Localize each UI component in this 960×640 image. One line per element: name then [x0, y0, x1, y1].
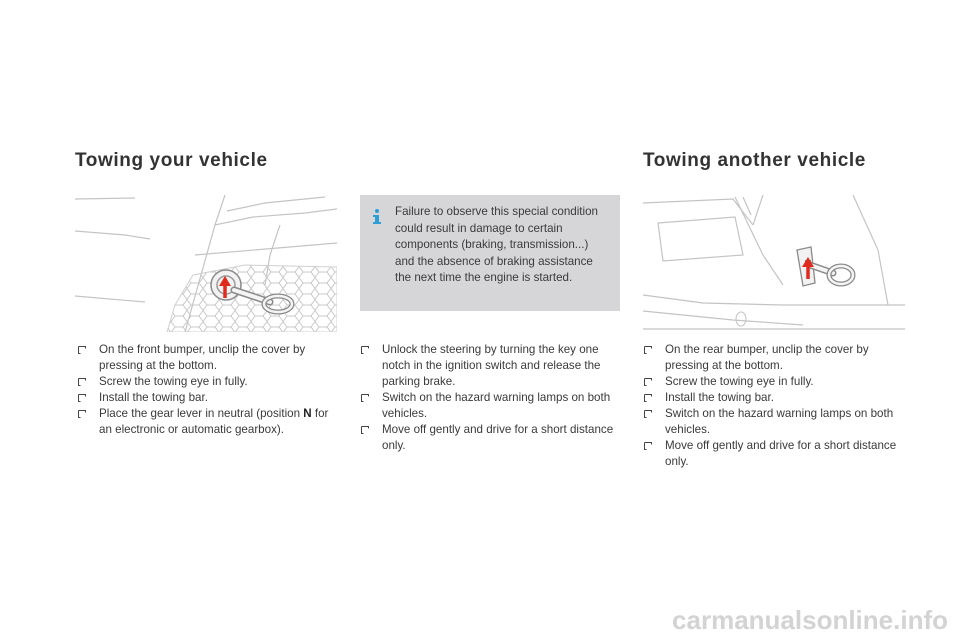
info-icon [369, 208, 385, 224]
checkbox-bullet-icon [644, 410, 652, 418]
note-text: Failure to observe this special condition could result in damage to certain components (braking, transmission...) and the absence of braking assistance the next time the engine is started. [395, 205, 598, 284]
towing-procedure-steps [361, 342, 623, 454]
checkbox-bullet-icon [78, 410, 86, 418]
list-item [361, 390, 623, 422]
rear-bumper-towing-eye-illustration [643, 195, 905, 332]
list-item [644, 390, 906, 406]
checkbox-bullet-icon [644, 346, 652, 354]
list-item [644, 438, 906, 470]
towing-another-vehicle-steps [644, 342, 906, 470]
checkbox-bullet-icon [644, 394, 652, 402]
list-item [78, 374, 340, 390]
checkbox-bullet-icon [78, 346, 86, 354]
list-item [361, 422, 623, 454]
checkbox-bullet-icon [644, 442, 652, 450]
step-text: Switch on the hazard warning lamps on both vehicles. [665, 407, 894, 436]
step-text-after: for an electronic or automatic gearbox). [99, 407, 329, 436]
step-text: Move off gently and drive for a short distance only. [665, 439, 897, 468]
step-text: Install the towing bar. [99, 391, 208, 404]
watermark: carmanualsonline.info [672, 605, 948, 635]
list-item [78, 390, 340, 406]
step-text: Unlock the steering by turning the key one notch in the ignition switch and release the parking brake. [382, 343, 601, 388]
checkbox-bullet-icon [644, 378, 652, 386]
step-text: Move off gently and drive for a short distance only. [382, 423, 614, 452]
step-text: Screw the towing eye in fully. [665, 375, 814, 388]
step-text: On the rear bumper, unclip the cover by pressing at the bottom. [665, 343, 869, 372]
checkbox-bullet-icon [361, 426, 369, 434]
step-text-before: Place the gear lever in neutral (position [99, 407, 304, 420]
section-title-towing-your-vehicle: Towing your vehicle [75, 150, 268, 171]
list-item [644, 342, 906, 374]
checkbox-bullet-icon [78, 394, 86, 402]
section-title-towing-another-vehicle: Towing another vehicle [643, 150, 866, 171]
step-text: Screw the towing eye in fully. [99, 375, 248, 388]
list-item [78, 406, 340, 438]
list-item [644, 374, 906, 390]
gear-position-label: N [303, 407, 312, 420]
list-item [361, 342, 623, 390]
towing-your-vehicle-steps [78, 342, 340, 438]
front-bumper-towing-eye-illustration [75, 195, 337, 332]
list-item [78, 342, 340, 374]
step-text: Install the towing bar. [665, 391, 774, 404]
checkbox-bullet-icon [361, 394, 369, 402]
list-item [644, 406, 906, 438]
checkbox-bullet-icon [78, 378, 86, 386]
step-text: Switch on the hazard warning lamps on both vehicles. [382, 391, 611, 420]
warning-note-box [360, 195, 620, 311]
step-text: On the front bumper, unclip the cover by pressing at the bottom. [99, 343, 306, 372]
checkbox-bullet-icon [361, 346, 369, 354]
